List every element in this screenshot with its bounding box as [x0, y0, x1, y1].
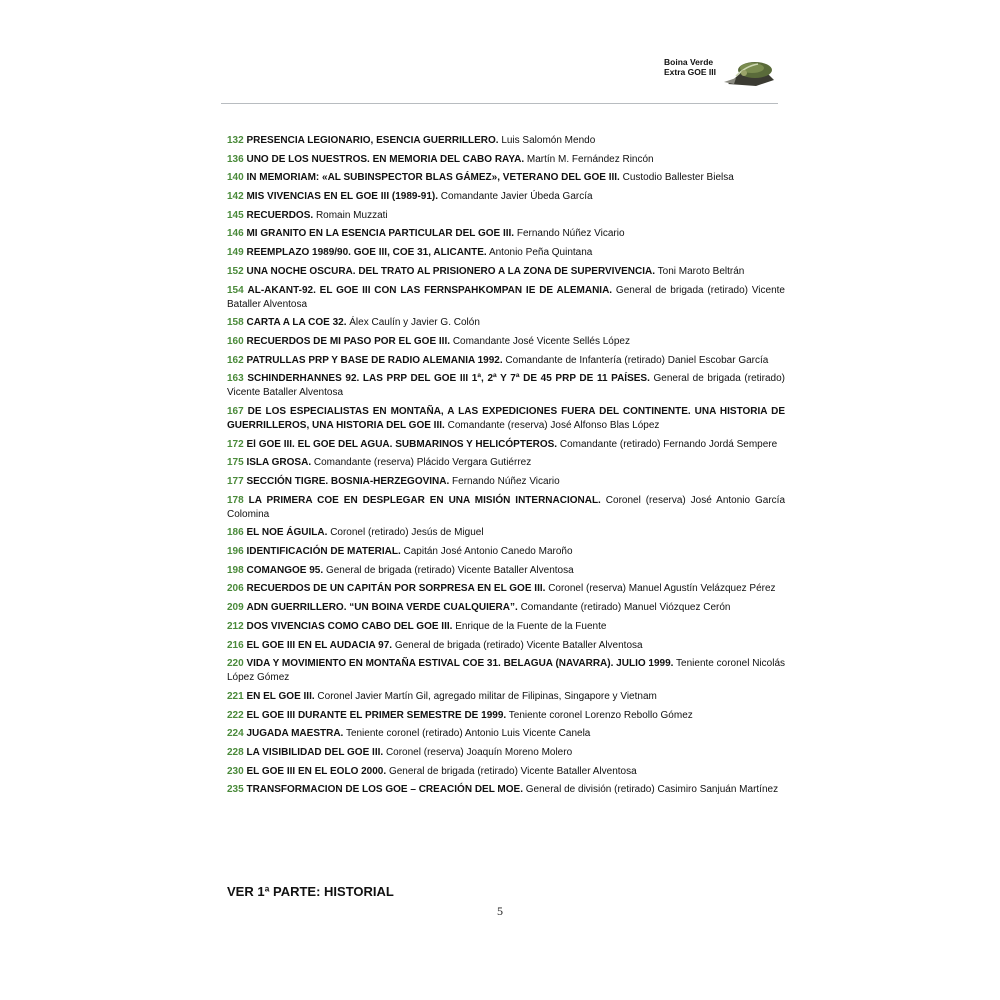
- toc-title: COMANGOE 95.: [246, 564, 324, 576]
- toc-author: Álex Caulín y Javier G. Colón: [349, 317, 480, 329]
- toc-author: Fernando Núñez Vicario: [516, 228, 625, 240]
- toc-page-number: 167: [227, 405, 244, 417]
- toc-entry[interactable]: [227, 227, 785, 241]
- toc-author: Comandante (reserva) Plácido Vergara Gutiérrez: [313, 457, 532, 469]
- toc-page-number: 172: [227, 438, 244, 450]
- toc-entry[interactable]: [227, 746, 785, 760]
- toc-entry[interactable]: [227, 372, 785, 400]
- toc-title: JUGADA MAESTRA.: [246, 728, 344, 740]
- toc-entry[interactable]: [227, 783, 785, 797]
- toc-page-number: 132: [227, 135, 244, 146]
- toc-title: LA PRIMERA COE EN DESPLEGAR EN UNA MISIÓN INTERNACIONAL.: [248, 494, 601, 506]
- toc-author: General de brigada (retirado) Vicente Bataller Alventosa: [227, 284, 785, 310]
- toc-author: Teniente coronel Nicolás López Gómez: [227, 658, 786, 684]
- toc-page-number: 140: [227, 172, 244, 184]
- toc-entry[interactable]: [227, 134, 785, 148]
- toc-page-number: 175: [227, 457, 244, 469]
- toc-author: Antonio Peña Quintana: [488, 247, 593, 259]
- toc-author: Capitán José Antonio Canedo Maroño: [403, 546, 573, 558]
- toc-title: IN MEMORIAM: «AL SUBINSPECTOR BLAS GÁMEZ», VETERANO DEL GOE III.: [246, 172, 620, 184]
- toc-title: MI GRANITO EN LA ESENCIA PARTICULAR DEL GOE III.: [246, 228, 515, 240]
- toc-page-number: 136: [227, 153, 244, 165]
- toc-page-number: 162: [227, 354, 244, 366]
- toc-title: DE LOS ESPECIALISTAS EN MONTAÑA, A LAS EXPEDICIONES FUERA DEL CONTINENTE. UNA HISTORIA DE GUERRILLEROS, UNA HISTORIA DEL GOE III.: [227, 405, 785, 431]
- toc-title: AL-AKANT-92. EL GOE III CON LAS FERNSPAHKOMPAN IE DE ALEMANIA.: [247, 284, 613, 296]
- toc-title: EL GOE III EN EL AUDACIA 97.: [246, 639, 393, 651]
- toc-entry[interactable]: [227, 335, 785, 349]
- toc-author: Comandante José Vicente Sellés López: [452, 335, 630, 347]
- header-rule: [221, 103, 778, 104]
- toc-author: General de brigada (retirado) Vicente Bataller Alventosa: [394, 639, 643, 651]
- toc-title: VIDA Y MOVIMIENTO EN MONTAÑA ESTIVAL COE 31. BELAGUA (NAVARRA). JULIO 1999.: [246, 658, 674, 670]
- toc-page-number: 235: [227, 784, 244, 796]
- toc-entry[interactable]: [227, 246, 785, 260]
- toc-entry[interactable]: [227, 456, 785, 470]
- toc-entry[interactable]: [227, 190, 785, 204]
- toc-author: Coronel (retirado) Jesús de Miguel: [330, 527, 484, 539]
- toc-entry[interactable]: [227, 494, 785, 522]
- toc-entry[interactable]: [227, 153, 785, 167]
- toc-page-number: 154: [227, 284, 244, 296]
- toc-entry[interactable]: [227, 727, 785, 741]
- toc-author: Comandante (retirado) Fernando Jordá Sempere: [559, 438, 778, 450]
- toc-author: Martín M. Fernández Rincón: [526, 153, 654, 165]
- toc-author: Teniente coronel Lorenzo Rebollo Gómez: [508, 709, 693, 721]
- toc-title: ISLA GROSA.: [246, 457, 312, 469]
- toc-title: El GOE III. EL GOE DEL AGUA. SUBMARINOS Y HELICÓPTEROS.: [246, 438, 558, 450]
- toc-title: LA VISIBILIDAD DEL GOE III.: [246, 746, 384, 758]
- brand-text: [664, 57, 716, 77]
- toc-author: Coronel Javier Martín Gil, agregado militar de Filipinas, Singapore y Vietnam: [317, 690, 657, 702]
- toc-author: Enrique de la Fuente de la Fuente: [455, 620, 607, 632]
- toc-author: General de brigada (retirado) Vicente Bataller Alventosa: [325, 564, 574, 576]
- toc-page-number: 224: [227, 728, 244, 740]
- toc-title: RECUERDOS.: [246, 209, 314, 221]
- toc-page-number: 158: [227, 317, 244, 329]
- toc-title: EL GOE III EN EL EOLO 2000.: [246, 765, 387, 777]
- toc-entry[interactable]: [227, 171, 785, 185]
- toc-entry[interactable]: [227, 620, 785, 634]
- toc-page-number: 163: [227, 373, 244, 385]
- toc-title: TRANSFORMACION DE LOS GOE – CREACIÓN DEL MOE.: [246, 784, 523, 796]
- toc-entry[interactable]: [227, 438, 785, 452]
- toc-page-number: 221: [227, 690, 244, 702]
- table-of-contents: [227, 134, 785, 802]
- toc-title: ADN GUERRILLERO. “UN BOINA VERDE CUALQUIERA”.: [246, 602, 518, 614]
- toc-title: UNO DE LOS NUESTROS. EN MEMORIA DEL CABO RAYA.: [246, 153, 525, 165]
- toc-entry[interactable]: [227, 709, 785, 723]
- toc-page-number: 209: [227, 602, 244, 614]
- toc-entry[interactable]: [227, 405, 785, 433]
- toc-title: MIS VIVENCIAS EN EL GOE III (1989-91).: [246, 191, 439, 203]
- toc-entry[interactable]: [227, 765, 785, 779]
- toc-entry[interactable]: [227, 284, 785, 312]
- toc-page-number: 212: [227, 620, 244, 632]
- toc-title: IDENTIFICACIÓN DE MATERIAL.: [246, 546, 401, 558]
- toc-page-number: 142: [227, 191, 244, 203]
- toc-author: Romain Muzzati: [315, 209, 388, 221]
- toc-title: PATRULLAS PRP Y BASE DE RADIO ALEMANIA 1992.: [246, 354, 503, 366]
- toc-page-number: 196: [227, 546, 244, 558]
- toc-author: Coronel (reserva) Manuel Agustín Velázquez Pérez: [548, 583, 776, 595]
- toc-title: RECUERDOS DE UN CAPITÁN POR SORPRESA EN EL GOE III.: [246, 583, 546, 595]
- toc-author: General de brigada (retirado) Vicente Bataller Alventosa: [388, 765, 637, 777]
- toc-entry[interactable]: [227, 475, 785, 489]
- toc-author: Comandante (reserva) José Alfonso Blas López: [447, 419, 660, 431]
- toc-entry[interactable]: [227, 601, 785, 615]
- toc-page-number: 186: [227, 527, 244, 539]
- toc-author: General de brigada (retirado) Vicente Bataller Alventosa: [227, 373, 785, 399]
- toc-page-number: 149: [227, 247, 244, 259]
- toc-title: CARTA A LA COE 32.: [246, 317, 347, 329]
- toc-page-number: 177: [227, 476, 244, 487]
- green-beret-icon: [722, 54, 780, 90]
- toc-title: EL GOE III DURANTE EL PRIMER SEMESTRE DE 1999.: [246, 709, 507, 721]
- toc-title: SECCIÓN TIGRE. BOSNIA-HERZEGOVINA.: [246, 476, 450, 487]
- toc-entry[interactable]: [227, 265, 785, 279]
- toc-author: Luis Salomón Mendo: [501, 135, 596, 146]
- toc-page-number: 228: [227, 746, 244, 758]
- toc-author: Coronel (reserva) Joaquín Moreno Molero: [385, 746, 573, 758]
- toc-author: Comandante de Infantería (retirado) Daniel Escobar García: [505, 354, 769, 366]
- header-brand: [664, 54, 784, 90]
- toc-entry[interactable]: [227, 690, 785, 704]
- toc-title: REEMPLAZO 1989/90. GOE III, COE 31, ALICANTE.: [246, 247, 487, 259]
- toc-page-number: 146: [227, 228, 244, 240]
- toc-title: EN EL GOE III.: [246, 690, 315, 702]
- toc-page-number: 160: [227, 335, 244, 347]
- toc-title: SCHINDERHANNES 92. LAS PRP DEL GOE III 1ª, 2ª Y 7ª DE 45 PRP DE 11 PAÍSES.: [247, 373, 650, 385]
- brand-line-1: Boina Verde: [664, 57, 714, 67]
- toc-entry[interactable]: [227, 639, 785, 653]
- toc-author: General de división (retirado) Casimiro Sanjuán Martínez: [525, 784, 779, 796]
- toc-author: Fernando Núñez Vicario: [452, 476, 560, 487]
- toc-page-number: 206: [227, 583, 244, 595]
- toc-title: UNA NOCHE OSCURA. DEL TRATO AL PRISIONERO A LA ZONA DE SUPERVIVENCIA.: [246, 265, 656, 277]
- toc-entry[interactable]: [227, 545, 785, 559]
- toc-author: Toni Maroto Beltrán: [657, 265, 745, 277]
- toc-page-number: 178: [227, 494, 244, 506]
- toc-author: Comandante (retirado) Manuel Viózquez Cerón: [520, 602, 731, 614]
- brand-line-2: Extra GOE III: [664, 67, 716, 77]
- toc-entry[interactable]: [227, 564, 785, 578]
- toc-title: DOS VIVENCIAS COMO CABO DEL GOE III.: [246, 620, 453, 632]
- toc-title: PRESENCIA LEGIONARIO, ESENCIA GUERRILLERO.: [246, 135, 499, 146]
- toc-entry[interactable]: [227, 582, 785, 596]
- toc-page-number: 230: [227, 765, 244, 777]
- page-number: 5: [497, 904, 503, 918]
- toc-entry[interactable]: [227, 657, 785, 685]
- toc-page-number: 152: [227, 265, 244, 277]
- toc-author: Teniente coronel (retirado) Antonio Luis Vicente Canela: [345, 728, 591, 740]
- toc-page-number: 216: [227, 639, 244, 651]
- toc-author: Comandante Javier Úbeda García: [440, 191, 593, 203]
- toc-entry[interactable]: [227, 526, 785, 540]
- toc-page-number: 220: [227, 658, 244, 670]
- toc-page-number: 198: [227, 564, 244, 576]
- toc-title: EL NOE ÁGUILA.: [246, 527, 328, 539]
- toc-page-number: 145: [227, 209, 244, 221]
- toc-page-number: 222: [227, 709, 244, 721]
- toc-entry[interactable]: [227, 209, 785, 223]
- toc-entry[interactable]: [227, 354, 785, 368]
- section-link[interactable]: VER 1ª PARTE: HISTORIAL: [227, 884, 394, 899]
- toc-author: Coronel (reserva) José Antonio García Colomina: [227, 494, 786, 520]
- toc-title: RECUERDOS DE MI PASO POR EL GOE III.: [246, 335, 451, 347]
- toc-entry[interactable]: [227, 316, 785, 330]
- toc-author: Custodio Ballester Bielsa: [622, 172, 734, 184]
